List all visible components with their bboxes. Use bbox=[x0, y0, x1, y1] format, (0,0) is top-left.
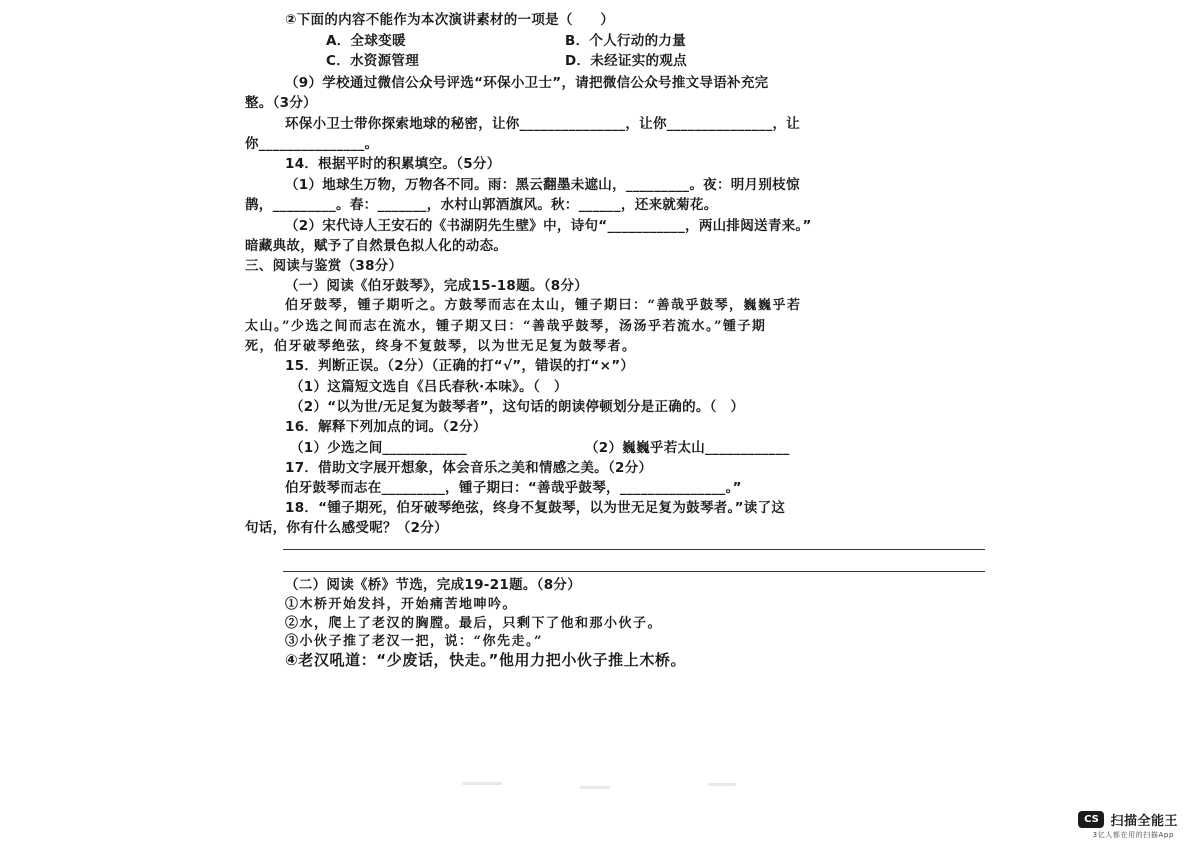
question-15-item2: （2）“以为世/无足复为鼓琴者”，这句话的朗读停顿划分是正确的。（ ） bbox=[290, 399, 745, 415]
bridge-paragraph-1: ①木桥开始发抖，开始痛苦地呻吟。 bbox=[285, 597, 518, 612]
option-a: A．全球变暖 bbox=[326, 33, 406, 49]
question-14-part1-line2: 鹊，_________。春：_______，水村山郭酒旗风。秋：______，还来就菊花。 bbox=[245, 197, 718, 213]
question-15-heading: 15．判断正误。（2分）（正确的打“√”，错误的打“×”） bbox=[285, 358, 635, 374]
question-9-line1: （9）学校通过微信公众号评选“环保小卫士”，请把微信公众号推文导语补充完 bbox=[285, 75, 769, 91]
question-17-fill: 伯牙鼓琴而志在_________，锺子期曰：“善哉乎鼓琴，_______________。” bbox=[285, 480, 742, 496]
option-c: C．水资源管理 bbox=[326, 53, 420, 69]
question-16-heading: 16．解释下列加点的词。（2分） bbox=[285, 419, 487, 435]
reading-2-heading: （二）阅读《桥》节选，完成19-21题。（8分） bbox=[285, 577, 582, 593]
watermark-tagline: 3亿人都在用的扫描App bbox=[1092, 831, 1174, 839]
camscanner-watermark bbox=[1078, 810, 1178, 829]
bridge-paragraph-2: ②水，爬上了老汉的胸膛。最后，只剩下了他和那小伙子。 bbox=[285, 616, 663, 631]
question-14-part1-line1: （1）地球生万物，万物各不同。雨：黑云翻墨未遮山，_________。夜：明月别枝惊 bbox=[285, 177, 800, 193]
boyaguqin-text-line1: 伯牙鼓琴，锺子期听之。方鼓琴而志在太山，锺子期曰：“善哉乎鼓琴，巍巍乎若 bbox=[285, 298, 802, 313]
question-18-line2: 句话，你有什么感受呢？（2分） bbox=[245, 520, 448, 536]
bridge-paragraph-3: ③小伙子推了老汉一把，说：“你先走。” bbox=[285, 634, 543, 649]
option-d: D．未经证实的观点 bbox=[565, 53, 687, 69]
bridge-paragraph-4: ④老汉吼道：“少废话，快走。”他用力把小伙子推上木桥。 bbox=[285, 651, 687, 669]
scan-smudge bbox=[462, 782, 502, 785]
section-3-heading: 三、阅读与鉴赏（38分） bbox=[245, 258, 403, 274]
watermark-name: 扫描全能王 bbox=[1110, 814, 1178, 829]
scan-smudge bbox=[580, 786, 610, 789]
question-17-heading: 17．借助文字展开想象，体会音乐之美和情感之美。（2分） bbox=[285, 460, 653, 476]
scan-smudge bbox=[708, 783, 736, 786]
question-14-heading: 14．根据平时的积累填空。（5分） bbox=[285, 156, 501, 172]
question-15-item1: （1）这篇短文选自《吕氏春秋·本味》。（ ） bbox=[290, 379, 568, 395]
answer-line-1 bbox=[283, 549, 985, 550]
question-9-fill-line2: 你_______________。 bbox=[245, 136, 379, 152]
question-9-fill-line1: 环保小卫士带你探索地球的秘密，让你_______________，让你_______________，让 bbox=[285, 116, 801, 132]
question-16-item1: （1）少选之间____________ bbox=[290, 440, 468, 456]
boyaguqin-text-line3: 死，伯牙破琴绝弦，终身不复鼓琴，以为世无足复为鼓琴者。 bbox=[245, 339, 637, 354]
camscanner-logo-icon: CS bbox=[1078, 811, 1104, 828]
boyaguqin-text-line2: 太山。”少选之间而志在流水，锺子期又曰：“善哉乎鼓琴，汤汤乎若流水。”锺子期 bbox=[245, 319, 767, 334]
question-14-part2-line2: 暗藏典故，赋予了自然景色拟人化的动态。 bbox=[245, 238, 508, 254]
reading-1-heading: （一）阅读《伯牙鼓琴》，完成15-18题。（8分） bbox=[285, 278, 589, 294]
question-16-item2: （2）巍巍乎若太山____________ bbox=[585, 440, 790, 456]
question-option-intro: ②下面的内容不能作为本次演讲素材的一项是（ ） bbox=[285, 12, 615, 28]
question-18-line1: 18．“锺子期死，伯牙破琴绝弦，终身不复鼓琴，以为世无足复为鼓琴者。”读了这 bbox=[285, 500, 786, 516]
question-9-line2: 整。（3分） bbox=[245, 95, 317, 111]
answer-line-2 bbox=[283, 571, 985, 572]
option-b: B．个人行动的力量 bbox=[565, 33, 686, 49]
question-14-part2-line1: （2）宋代诗人王安石的《书湖阴先生壁》中，诗句“___________，两山排闼送青来。” bbox=[285, 218, 812, 234]
